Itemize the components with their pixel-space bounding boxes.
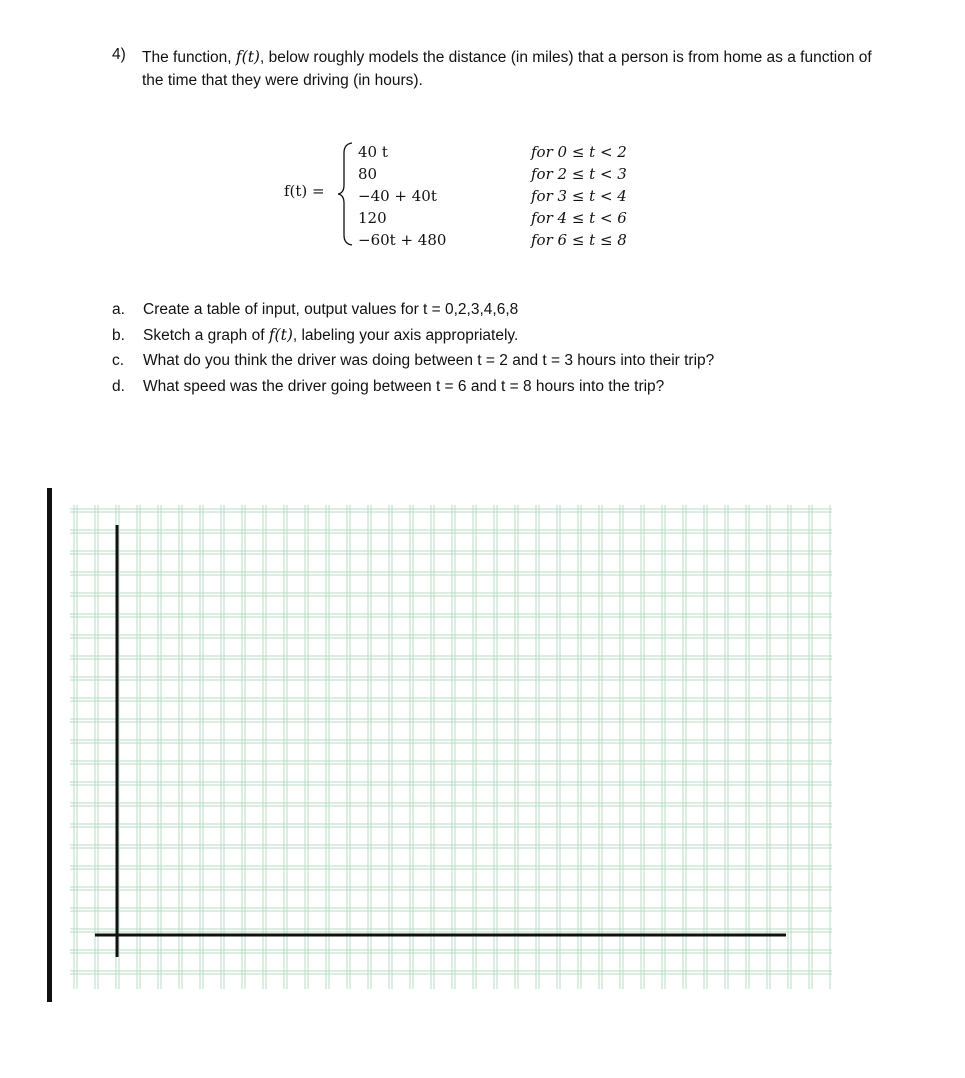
case-condition: for 6 ≤ t ≤ 8	[531, 231, 627, 249]
page-edge-bar	[47, 488, 52, 1002]
case-expr: 80	[358, 165, 378, 183]
part-text-before: Sketch a graph of	[143, 326, 269, 344]
part-letter: c.	[112, 352, 125, 369]
part-letter: d.	[112, 377, 125, 395]
part-letter: a.	[112, 301, 125, 318]
part-text: Create a table of input, output values for t = 0,2,3,4,6,8	[143, 301, 519, 318]
part-text: What speed was the driver going between t = 6 and t = 8 hours into the trip?	[143, 377, 665, 395]
case-condition: for 3 ≤ t < 4	[531, 187, 627, 205]
question-text-before: The function,	[142, 49, 236, 66]
function-label: f(t) =	[284, 182, 325, 200]
case-expr: 120	[358, 209, 387, 227]
part-text	[143, 323, 518, 348]
function-symbol: f(t)	[268, 325, 293, 344]
left-brace	[338, 141, 354, 247]
case-condition: for 4 ≤ t < 6	[531, 209, 627, 227]
case-expr: −60t + 480	[358, 231, 447, 249]
grid-lines	[70, 505, 832, 989]
case-condition: for 0 ≤ t < 2	[531, 143, 627, 161]
question-text	[142, 46, 872, 92]
part-letter: b.	[112, 326, 125, 344]
case-expr: −40 + 40t	[358, 187, 437, 205]
case-expressions	[358, 141, 446, 251]
question-number: 4)	[112, 46, 126, 63]
question-text-after: , below roughly models the distance (in miles) that a person is from home as a function of the time that they were driving (in hours).	[142, 49, 872, 89]
graph-grid	[70, 505, 832, 989]
case-expr: 40 t	[358, 143, 388, 161]
case-condition: for 2 ≤ t < 3	[531, 165, 627, 183]
part-text: What do you think the driver was doing between t = 2 and t = 3 hours into their trip?	[143, 352, 715, 369]
case-conditions	[531, 141, 627, 251]
function-symbol: f(t)	[235, 48, 260, 66]
part-text-after: , labeling your axis appropriately.	[292, 326, 519, 344]
